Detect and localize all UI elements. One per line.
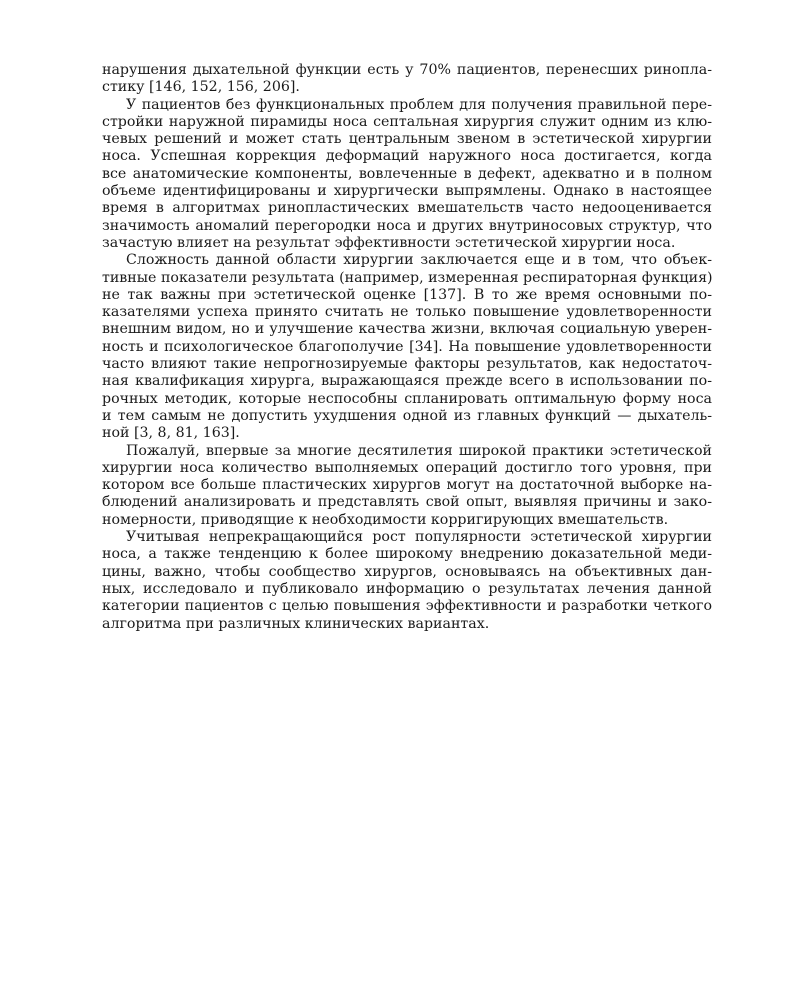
- paragraph-5: [102, 529, 712, 633]
- text-line: тивные показатели результата (например, измеренная респираторная функция): [102, 269, 713, 286]
- text-line: блюдений анализировать и представлять свой опыт, выявляя причины и зако-: [102, 494, 712, 511]
- text-line: Пожалуй, впервые за многие десятилетия широкой практики эстетической: [126, 442, 712, 459]
- text-line: носа, а также тенденцию к более широкому внедрению доказательной меди-: [102, 546, 712, 563]
- text-line: алгоритма при различных клинических вариантах.: [102, 615, 490, 632]
- text-line: ной [3, 8, 81, 163].: [102, 425, 240, 442]
- text-line: все анатомические компоненты, вовлеченные в дефект, адекватно и в полном: [102, 165, 712, 182]
- text-line: чевых решений и может стать центральным звеном в эстетической хирургии: [102, 131, 712, 148]
- text-line: не так важны при эстетической оценке [137]. В то же время основными по-: [102, 286, 712, 303]
- text-line: часто влияют такие непрогнозируемые факторы результатов, как недостаточ-: [102, 356, 712, 373]
- text-line: нарушения дыхательной функции есть у 70% пациентов, перенесших ринопла-: [102, 62, 712, 78]
- text-line: хирургии носа количество выполняемых операций достигло того уровня, при: [102, 459, 712, 476]
- text-line: зачастую влияет на результат эффективности эстетической хирургии носа.: [102, 234, 676, 251]
- text-line: время в алгоритмах ринопластических вмешательств часто недооценивается: [102, 200, 712, 217]
- text-line: рочных методик, которые неспособны спланировать оптимальную форму носа: [102, 390, 712, 407]
- text-line: цины, важно, чтобы сообщество хирургов, основываясь на объективных дан-: [102, 563, 712, 580]
- text-line: номерности, приводящие к необходимости корригирующих вмешательств.: [102, 511, 669, 528]
- text-line: категории пациентов с целью повышения эффективности и разработки четкого: [102, 598, 712, 615]
- paragraph-2: [102, 97, 712, 253]
- text-line: носа. Успешная коррекция деформаций наружного носа достигается, когда: [102, 148, 712, 165]
- text-line: ная квалификация хирурга, выражающаяся прежде всего в использовании по-: [102, 373, 712, 390]
- text-line: ных, исследовало и публиковало информацию о результатах лечения данной: [102, 580, 712, 597]
- text-line: ность и психологическое благополучие [34]. На повышение удовлетворенности: [102, 338, 712, 355]
- text-line: внешним видом, но и улучшение качества жизни, включая социальную уверен-: [102, 321, 712, 338]
- paragraph-4: [102, 443, 712, 529]
- text-line: У пациентов без функциональных проблем для получения правильной пере-: [126, 96, 712, 113]
- text-line: и тем самым не допустить ухудшения одной из главных функций — дыхатель-: [102, 407, 712, 424]
- text-line: Сложность данной области хирургии заключается еще и в том, что объек-: [126, 252, 712, 269]
- text-line: казателями успеха принято считать не только повышение удовлетворенности: [102, 304, 712, 321]
- text-line: значимость аномалий перегородки носа и других внутриносовых структур, что: [102, 217, 712, 234]
- text-line: объеме идентифицированы и хирургически выпрямлены. Однако в настоящее: [102, 183, 712, 200]
- paragraph-3: [102, 252, 712, 442]
- text-line: стику [146, 152, 156, 206].: [102, 79, 300, 96]
- paragraph-1: [102, 62, 712, 97]
- text-line: Учитывая непрекращающийся рост популярности эстетической хирургии: [126, 529, 712, 546]
- text-line: котором все больше пластических хирургов могут на достаточной выборке на-: [102, 477, 712, 494]
- document-page: [102, 62, 712, 633]
- text-line: стройки наружной пирамиды носа септальная хирургия служит одним из клю-: [102, 113, 712, 130]
